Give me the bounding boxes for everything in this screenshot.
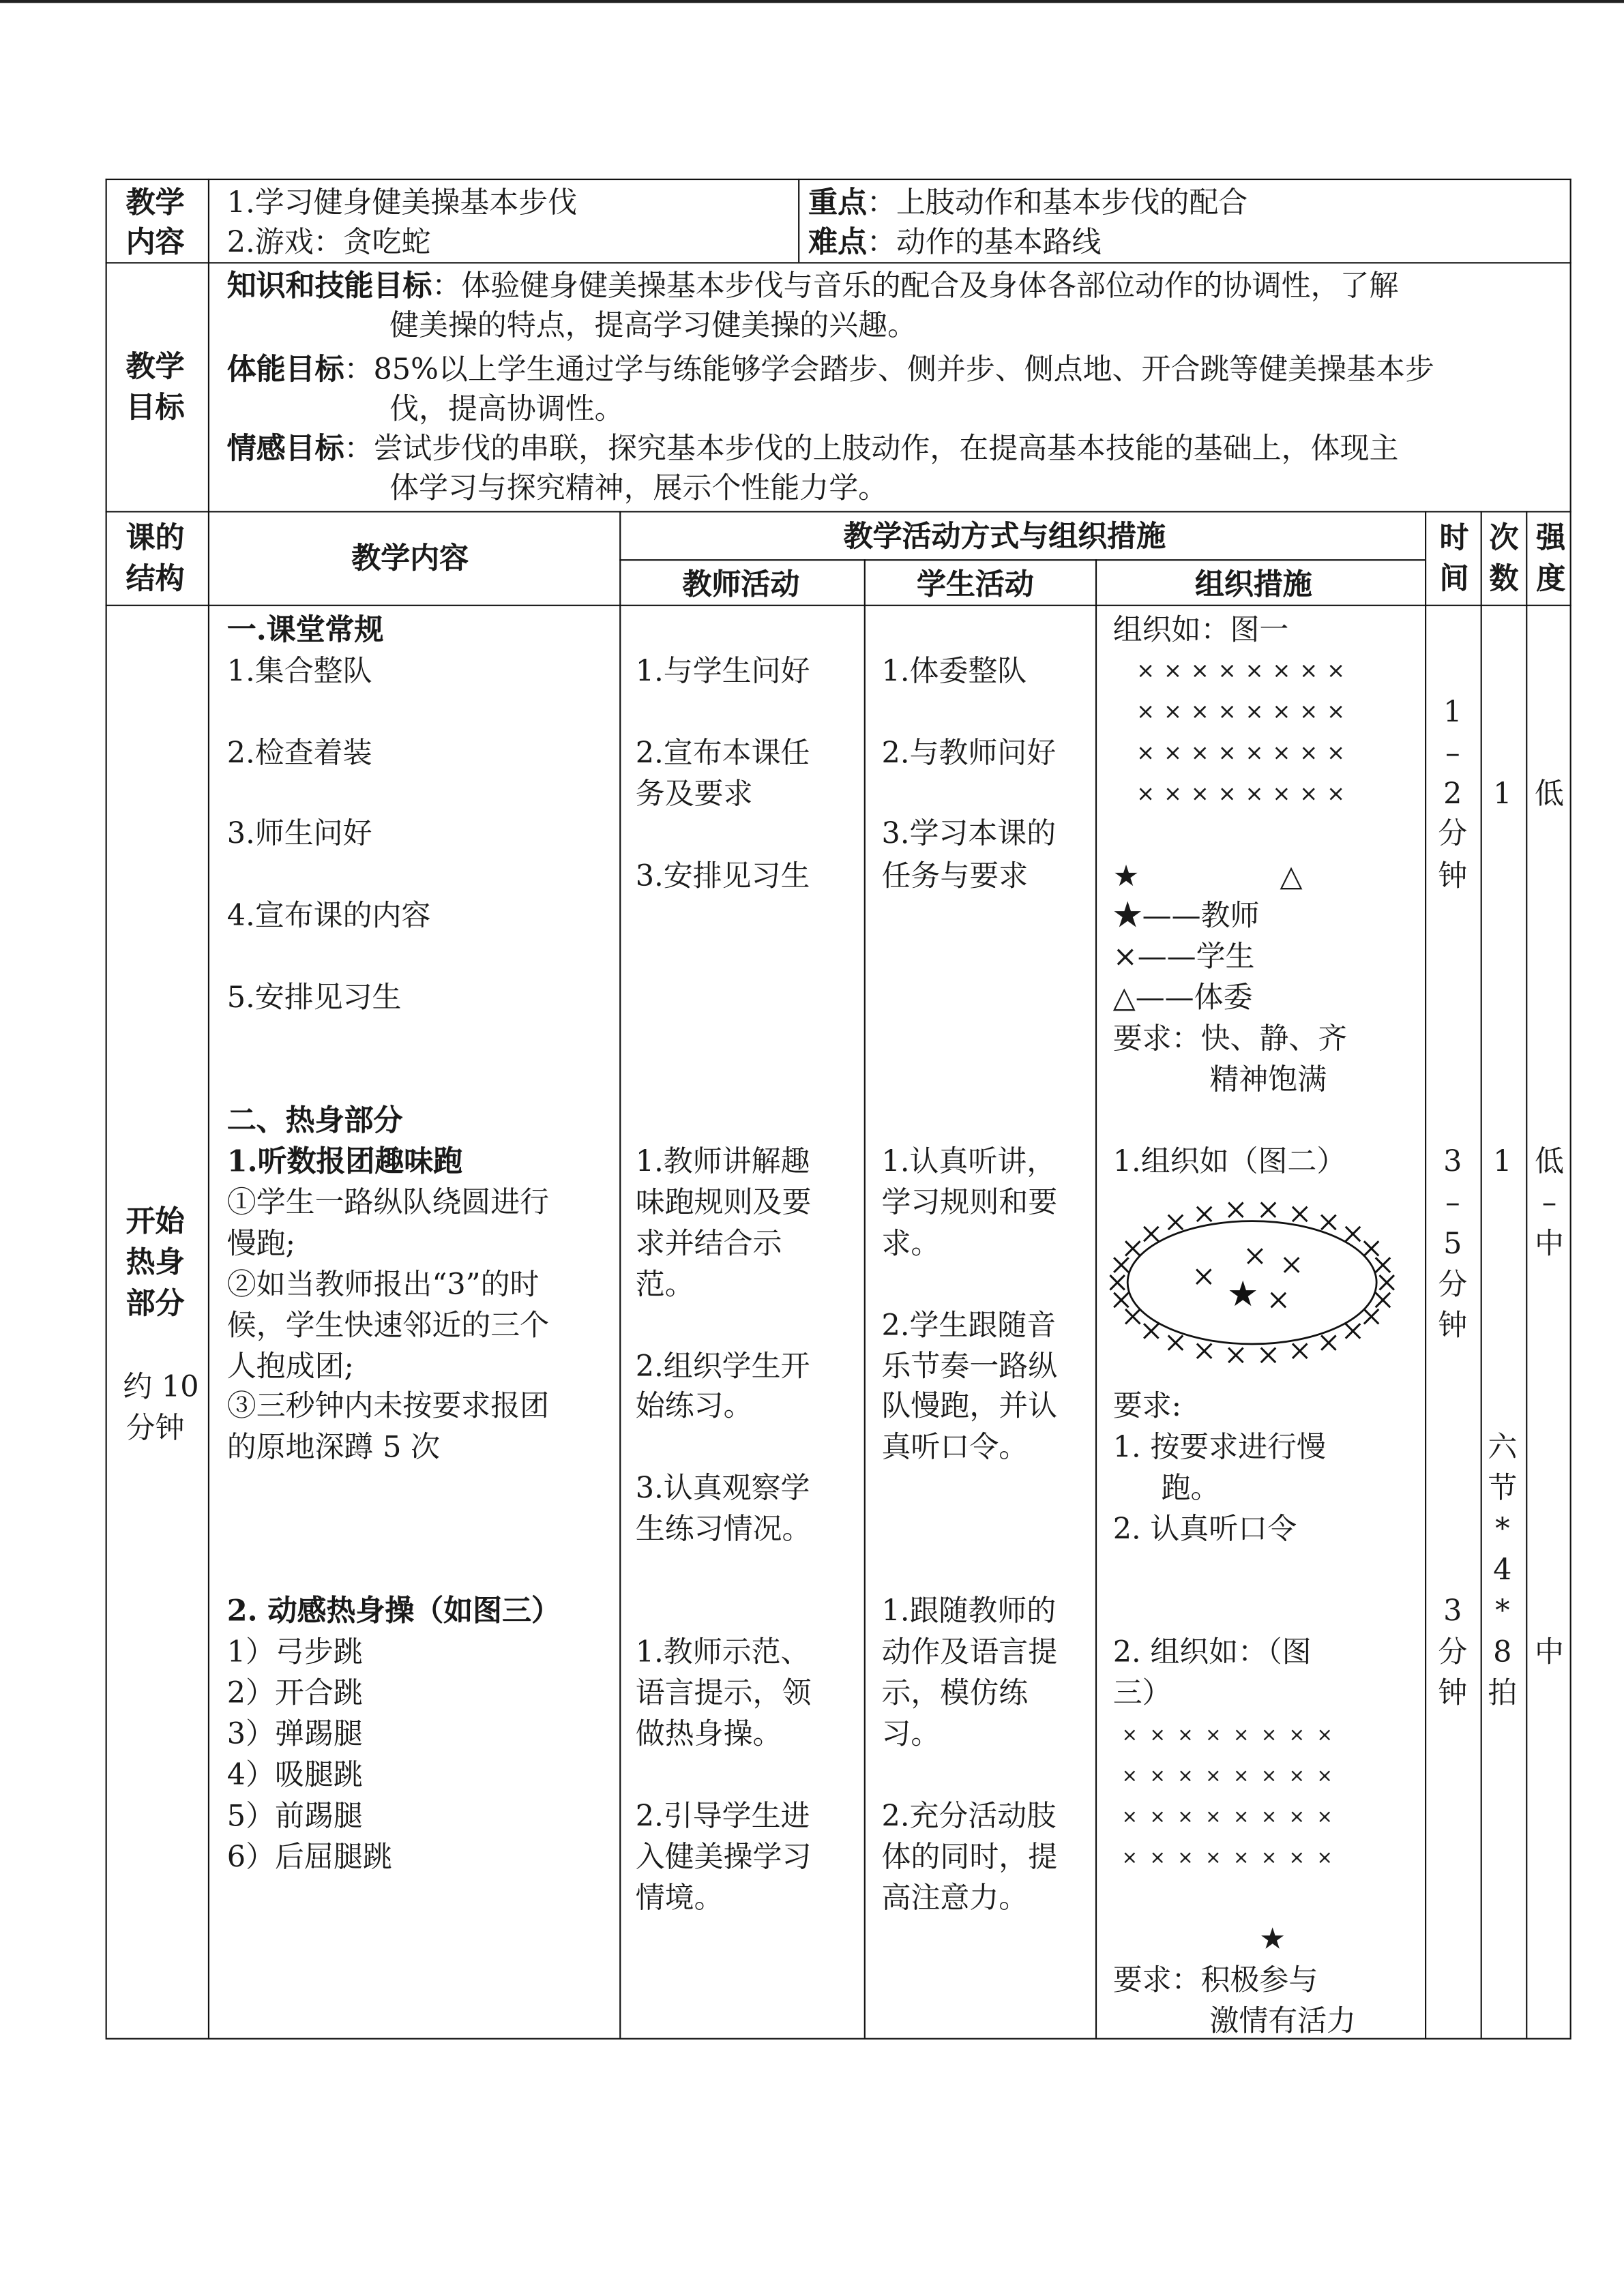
header-intensity: 度: [1536, 561, 1566, 596]
knowledge-objective-label: 知识和技能目标: [226, 267, 432, 303]
table-col-divider: [619, 511, 621, 2038]
header-content: 教学内容: [351, 540, 469, 576]
student-activity: 队慢跑，并认: [881, 1388, 1058, 1423]
time-value: 钟: [1438, 1675, 1468, 1710]
figure-1-title: 组织如：图一: [1112, 612, 1289, 647]
student-formation-row: ××××××××: [1136, 698, 1355, 725]
intensity-value: 中: [1535, 1634, 1564, 1669]
page-top-border: [0, 0, 1624, 3]
key-point: [808, 181, 1247, 222]
count-value: 4: [1493, 1551, 1512, 1587]
knowledge-objective-cont: 健美操的特点，提高学习健美操的兴趣。: [389, 307, 917, 343]
requirement-2-item: 2. 认真听口令: [1112, 1510, 1297, 1547]
content-label: 教学: [126, 184, 185, 220]
header-teacher: 教师活动: [682, 566, 800, 602]
header-time: 间: [1439, 561, 1469, 596]
routine-item: 4.宣布课的内容: [226, 897, 431, 933]
header-count: 数: [1489, 561, 1519, 596]
figure-2-title: 1.组织如（图二）: [1112, 1143, 1346, 1179]
count-value: 1: [1493, 1143, 1512, 1179]
student-formation-row: × × × × × × × ×: [1121, 1847, 1336, 1870]
content-item-1: 1.学习健身健美操基本步伐: [226, 184, 578, 220]
table-row-divider: [106, 605, 1571, 606]
header-structure: 结构: [126, 561, 185, 596]
header-structure: 课的: [126, 520, 185, 555]
routine-item: 3.师生问好: [226, 815, 372, 851]
table-col-divider: [1425, 511, 1426, 2038]
time-value: 2: [1443, 775, 1462, 811]
teacher-star-icon: ★: [1259, 1920, 1286, 1956]
game-rule: 的原地深蹲 5 次: [226, 1429, 441, 1464]
teacher-activity: 1.与学生问好: [635, 653, 810, 689]
monitor-triangle-icon: △: [1280, 858, 1303, 893]
student-formation-row: × × × × × × × ×: [1121, 1765, 1336, 1788]
emotion-objective-text: ：尝试步伐的串联，探究基本步伐的上肢动作，在提高基本技能的基础上，体现主: [344, 430, 1399, 466]
count-value: 节: [1488, 1470, 1518, 1506]
game-rule: 慢跑;: [226, 1225, 296, 1261]
student-activity: 求。: [881, 1225, 941, 1261]
teacher-star-icon: ★: [1112, 858, 1140, 893]
header-time: 时: [1439, 520, 1469, 555]
teacher-activity: 始练习。: [635, 1388, 753, 1423]
legend-monitor: △——体委: [1112, 979, 1253, 1015]
student-activity: 高注意力。: [881, 1879, 1029, 1915]
dance-item: 5）前踢腿: [226, 1798, 363, 1834]
time-value: 钟: [1438, 858, 1468, 893]
table-col-divider: [208, 179, 209, 2038]
fitness-objective-label: 体能目标: [226, 351, 344, 387]
section-name: 部分: [126, 1285, 185, 1321]
table-subheader-divider: [619, 559, 1425, 561]
student-formation-row: ××××××××: [1136, 739, 1355, 766]
dance-item: 6）后屈腿跳: [226, 1838, 392, 1875]
header-count: 次: [1489, 520, 1519, 555]
table-border-top: [106, 179, 1571, 180]
routine-title: 一.课堂常规: [226, 612, 384, 647]
section-duration: 约 10: [123, 1369, 199, 1404]
count-value: 8: [1493, 1634, 1512, 1669]
student-activity: 动作及语言提: [881, 1634, 1058, 1669]
intensity-value: 中: [1535, 1225, 1564, 1261]
student-activity: 真听口令。: [881, 1429, 1029, 1464]
teacher-activity: 入健美操学习: [635, 1838, 812, 1875]
teacher-activity: 3.安排见习生: [635, 858, 810, 893]
table-col-divider: [1481, 511, 1482, 2038]
student-formation-row: ××××××××: [1136, 657, 1355, 684]
knowledge-objective: [227, 265, 1399, 306]
student-activity: 学习规则和要: [881, 1184, 1058, 1220]
dance-item: 1）弓步跳: [226, 1634, 363, 1669]
table-row-divider: [106, 262, 1571, 263]
time-value: –: [1445, 1184, 1460, 1220]
legend-teacher: ★——教师: [1112, 897, 1260, 933]
teacher-activity: 范。: [635, 1266, 694, 1302]
student-formation-row: ××××××××: [1136, 780, 1355, 807]
requirement-1-cont: 精神饱满: [1209, 1061, 1327, 1097]
student-activity: 习。: [881, 1716, 941, 1751]
game-rule: ③三秒钟内未按要求报团: [226, 1388, 550, 1423]
content-item-2: 2.游戏：贪吃蛇: [226, 224, 431, 260]
student-activity: 体的同时，提: [881, 1838, 1058, 1875]
student-activity: 乐节奏一路纵: [881, 1348, 1058, 1384]
game-rule: 人抱成团;: [226, 1348, 355, 1384]
requirement-3-cont: 激情有活力: [1209, 2003, 1357, 2038]
game-title: 1.听数报团趣味跑: [226, 1143, 463, 1179]
teacher-activity: 3.认真观察学: [635, 1470, 810, 1506]
count-value: 拍: [1488, 1675, 1518, 1710]
intensity-value: –: [1541, 1184, 1557, 1220]
figure-2-diagram: [1113, 1189, 1391, 1371]
time-value: 5: [1443, 1225, 1462, 1261]
intensity-value: 低: [1535, 1143, 1564, 1179]
time-value: 钟: [1438, 1307, 1468, 1343]
teacher-activity: 味跑规则及要: [635, 1184, 812, 1220]
fitness-objective-text: ：85%以上学生通过学与练能够学会踏步、侧并步、侧点地、开合跳等健美操基本步: [344, 351, 1434, 387]
header-organize: 组织措施: [1194, 566, 1312, 602]
teacher-activity: 2.组织学生开: [635, 1348, 810, 1384]
teacher-activity: 求并结合示: [635, 1225, 782, 1261]
time-value: 分: [1438, 1266, 1468, 1302]
student-activity: 示，模仿练: [881, 1675, 1029, 1710]
key-point-text: ：上肢动作和基本步伐的配合: [867, 184, 1248, 220]
student-activity: 1.体委整队: [881, 653, 1027, 689]
legend-student: ×——学生: [1112, 938, 1255, 974]
table-col-divider: [864, 559, 866, 2038]
emotion-objective-label: 情感目标: [226, 430, 344, 466]
count-value: 1: [1493, 775, 1512, 811]
student-activity: 1.跟随教师的: [881, 1592, 1057, 1628]
teacher-star-icon: ★: [1227, 1274, 1259, 1315]
emotion-objective-cont: 体学习与探究精神，展示个性能力学。: [389, 470, 888, 505]
emotion-objective: [227, 428, 1399, 468]
table-border-left: [106, 179, 107, 2038]
student-activity: 2.学生跟随音: [881, 1307, 1057, 1343]
student-activity: 1.认真听讲，: [881, 1143, 1057, 1179]
table-border-right: [1570, 179, 1571, 2038]
fitness-objective: [227, 348, 1434, 389]
requirement-2-item-cont: 跑。: [1161, 1470, 1220, 1506]
figure-3-title-cont: 三）: [1112, 1675, 1172, 1710]
student-activity: 3.学习本课的: [881, 815, 1057, 851]
teacher-activity: 语言提示，领: [635, 1675, 812, 1710]
count-value: *: [1495, 1592, 1510, 1628]
figure-3-title: 2. 组织如：（图: [1112, 1634, 1312, 1669]
warmup-title: 二、热身部分: [226, 1102, 403, 1138]
requirement-2-item: 1. 按要求进行慢: [1112, 1429, 1327, 1464]
section-duration: 分钟: [126, 1410, 185, 1446]
student-activity: 任务与要求: [881, 858, 1029, 893]
requirement-1: 要求：快、静、齐: [1112, 1020, 1348, 1056]
content-label: 内容: [126, 224, 185, 260]
count-value: *: [1495, 1510, 1510, 1547]
teacher-activity: 2.宣布本课任: [635, 734, 810, 771]
dance-title: 2. 动感热身操（如图三）: [226, 1592, 561, 1628]
section-name: 开始: [126, 1203, 185, 1239]
game-rule: 候，学生快速邻近的三个: [226, 1307, 550, 1343]
requirement-3: 要求：积极参与: [1112, 1961, 1318, 1997]
routine-item: 1.集合整队: [226, 653, 372, 689]
difficulty-text: ：动作的基本路线: [867, 224, 1102, 260]
dance-item: 2）开合跳: [226, 1675, 363, 1710]
intensity-value: 低: [1535, 775, 1564, 811]
knowledge-objective-text: ：体验健身健美操基本步伐与音乐的配合及身体各部位动作的协调性，了解: [432, 267, 1399, 303]
routine-item: 2.检查着装: [226, 734, 372, 771]
difficulty-label: 难点: [808, 224, 868, 260]
teacher-activity: 1.教师示范、: [635, 1634, 810, 1669]
teacher-activity: 做热身操。: [635, 1716, 782, 1751]
objectives-label: 目标: [126, 389, 185, 425]
objectives-label: 教学: [126, 348, 185, 384]
table-col-divider: [798, 179, 799, 262]
teacher-activity: 2.引导学生进: [635, 1798, 810, 1834]
key-point-label: 重点: [808, 184, 868, 220]
dance-item: 4）吸腿跳: [226, 1757, 363, 1792]
teacher-activity: 情境。: [635, 1879, 724, 1915]
teacher-activity: 务及要求: [635, 775, 753, 811]
header-student: 学生活动: [917, 566, 1034, 602]
requirement-2-title: 要求:: [1112, 1388, 1182, 1423]
table-col-divider: [1526, 511, 1527, 2038]
game-rule: ②如当教师报出“3”的时: [226, 1266, 540, 1302]
student-formation-row: × × × × × × × ×: [1121, 1725, 1336, 1747]
teacher-activity: 生练习情况。: [635, 1510, 812, 1547]
header-activity: 教学活动方式与组织措施: [843, 518, 1166, 554]
time-value: 3: [1443, 1143, 1462, 1179]
count-value: 六: [1488, 1429, 1518, 1464]
time-value: 1: [1443, 694, 1462, 730]
fitness-objective-cont: 伐，提高协调性。: [389, 391, 624, 426]
time-value: –: [1445, 734, 1460, 771]
table-col-divider: [1095, 559, 1097, 2038]
routine-item: 5.安排见习生: [226, 979, 402, 1015]
student-activity: 2.充分活动肢: [881, 1798, 1057, 1834]
difficulty: [808, 221, 1101, 262]
time-value: 分: [1438, 815, 1468, 851]
game-rule: ①学生一路纵队绕圆进行: [226, 1184, 550, 1220]
student-activity: 2.与教师问好: [881, 734, 1057, 771]
time-value: 3: [1443, 1592, 1462, 1628]
section-name: 热身: [126, 1244, 185, 1280]
table-row-divider: [106, 511, 1571, 512]
student-formation-row: × × × × × × × ×: [1121, 1806, 1336, 1829]
teacher-activity: 1.教师讲解趣: [635, 1143, 810, 1179]
header-intensity: 强: [1536, 520, 1566, 555]
time-value: 分: [1438, 1634, 1468, 1669]
dance-item: 3）弹踢腿: [226, 1716, 363, 1751]
